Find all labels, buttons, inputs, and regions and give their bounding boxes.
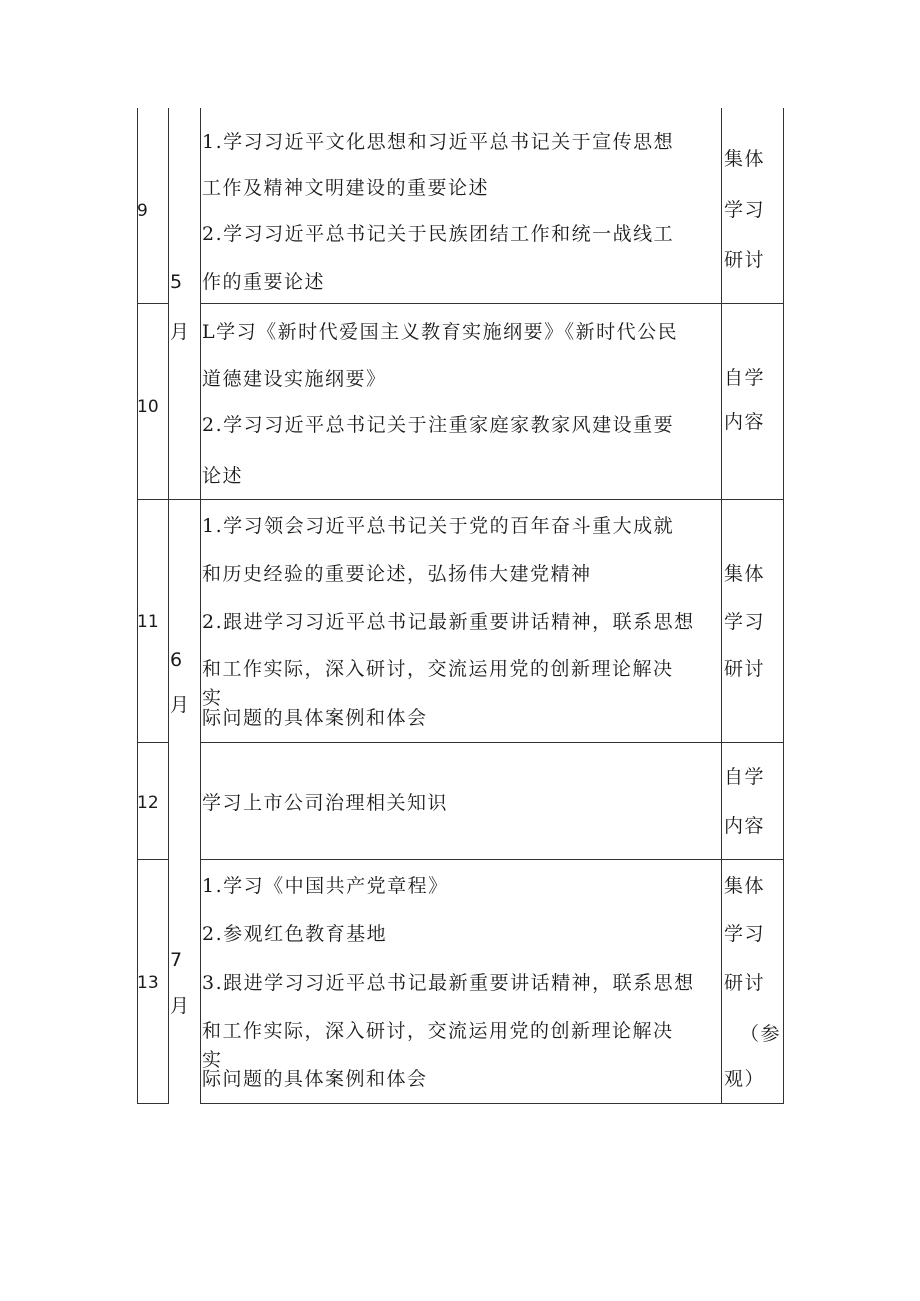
row-content-line: 1.学习领会习近平总书记关于党的百年奋斗重大成就 (202, 515, 675, 537)
month-number: 7 (170, 949, 183, 971)
month-number: 6 (170, 649, 183, 671)
study-type: 内容 (724, 411, 766, 433)
table-border-month-left (168, 108, 169, 1104)
row-divider-10-11 (137, 499, 784, 500)
table-border-type-left (721, 108, 722, 1104)
row-divider-12-13 (137, 859, 168, 860)
row-content-line-clipped: 实 (202, 1049, 223, 1071)
row-content-line: 道德建设实施纲要》 (202, 368, 387, 390)
month-label: 月 (170, 321, 190, 343)
row-number: 12 (137, 793, 159, 813)
row-content-line: 学习上市公司治理相关知识 (202, 792, 449, 814)
table-border-content-left (200, 108, 201, 1104)
row-content-line: 际问题的具体案例和体会 (202, 707, 428, 729)
row-content-line: 和历史经验的重要论述，弘扬伟大建党精神 (202, 563, 592, 585)
study-type: 自学 (724, 766, 766, 788)
study-type: 学习 (724, 923, 766, 945)
row-content-line: 1.学习习近平文化思想和习近平总书记关于宣传思想 (202, 131, 675, 153)
row-content-line: L学习《新时代爱国主义教育实施纲要》《新时代公民 (202, 321, 679, 343)
study-type: 集体 (724, 148, 766, 170)
month-label: 月 (170, 694, 190, 716)
study-type: （参 (740, 1023, 782, 1045)
row-content-line: 论述 (202, 465, 244, 487)
study-type: 研讨 (724, 658, 766, 680)
row-content-line: 工作及精神文明建设的重要论述 (202, 177, 490, 199)
row-divider-11-12 (200, 742, 784, 743)
row-content-line: 和工作实际，深入研讨，交流运用党的创新理论解决 (202, 658, 674, 680)
month-number: 5 (170, 271, 183, 293)
table-border-left (137, 108, 138, 1104)
table-border-bottom (137, 1103, 168, 1104)
row-divider-9-10 (137, 303, 168, 304)
row-divider-12-13 (200, 859, 784, 860)
study-type: 观） (724, 1068, 766, 1090)
study-type: 研讨 (724, 972, 766, 994)
study-type: 集体 (724, 563, 766, 585)
row-content-line: 和工作实际，深入研讨，交流运用党的创新理论解决 (202, 1020, 674, 1042)
study-type: 学习 (724, 611, 766, 633)
row-number: 9 (137, 201, 148, 221)
row-content-line-clipped: 实 (202, 687, 223, 709)
month-label: 月 (170, 995, 190, 1017)
table-border-right (783, 108, 784, 1104)
row-number: 13 (137, 973, 159, 993)
table-border-bottom (200, 1103, 784, 1104)
row-content-line: 2.学习习近平总书记关于注重家庭家教家风建设重要 (202, 414, 675, 436)
study-type: 内容 (724, 815, 766, 837)
row-content-line: 1.学习《中国共产党章程》 (202, 875, 449, 897)
row-content-line: 际问题的具体案例和体会 (202, 1068, 428, 1090)
row-content-line: 作的重要论述 (202, 271, 326, 293)
row-number: 11 (137, 612, 159, 632)
study-type: 研讨 (724, 249, 766, 271)
row-content-line: 3.跟进学习习近平总书记最新重要讲话精神，联系思想 (202, 972, 695, 994)
row-content-line: 2.参观红色教育基地 (202, 923, 388, 945)
row-content-line: 2.学习习近平总书记关于民族团结工作和统一战线工 (202, 223, 675, 245)
row-number: 10 (137, 397, 159, 417)
row-content-line: 2.跟进学习习近平总书记最新重要讲话精神，联系思想 (202, 611, 695, 633)
row-divider-11-12 (137, 742, 168, 743)
study-type: 自学 (724, 367, 766, 389)
row-divider-9-10 (200, 303, 784, 304)
study-type: 学习 (724, 199, 766, 221)
study-type: 集体 (724, 875, 766, 897)
